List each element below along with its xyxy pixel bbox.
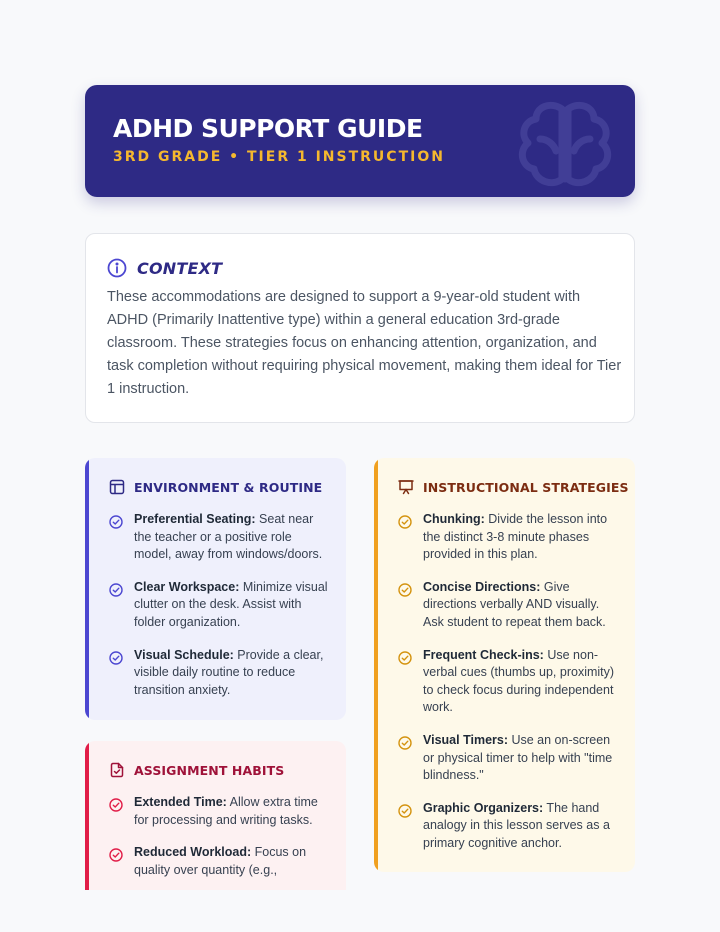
check-circle-icon	[398, 804, 412, 818]
list-item	[398, 511, 619, 564]
item-term: Chunking:	[423, 512, 485, 526]
item-term: Concise Directions:	[423, 579, 541, 594]
file-check-icon	[109, 762, 125, 778]
instructional-list	[398, 511, 619, 868]
environment-heading	[109, 479, 322, 495]
list-item	[109, 844, 330, 879]
item-term: Extended Time:	[134, 795, 227, 809]
instructional-card	[374, 458, 635, 872]
accent-bar	[85, 741, 89, 890]
item-term: Visual Timers:	[423, 732, 508, 747]
check-circle-icon	[109, 848, 123, 862]
assignment-heading	[109, 762, 284, 778]
info-icon	[107, 258, 127, 278]
page-title: ADHD SUPPORT GUIDE	[113, 114, 423, 143]
assignment-list	[109, 794, 330, 890]
instructional-heading	[398, 479, 629, 495]
item-term: Frequent Check-ins:	[423, 647, 544, 662]
item-text: Minimize visual clutter on the desk. Assist with folder organization.	[134, 579, 328, 629]
instructional-title: INSTRUCTIONAL STRATEGIES	[423, 479, 629, 495]
environment-title: ENVIRONMENT & ROUTINE	[134, 479, 323, 495]
context-card	[85, 233, 635, 423]
list-item	[109, 579, 330, 632]
item-text: Provide a clear, visible daily routine to reduce transition anxiety.	[134, 647, 324, 697]
context-body: These accommodations are designed to support a 9-year-old student with ADHD (Primarily Inattentive type) within a general education 3rd-grade classroom. These strategies focus on enhancing attention, organization, and task completion without requiring physical movement, making them ideal for Tier 1 instruction.	[107, 289, 622, 397]
context-heading	[107, 258, 222, 278]
list-item	[398, 800, 619, 853]
list-item	[109, 794, 330, 829]
item-text: Allow extra time for processing and writing tasks.	[134, 795, 318, 827]
context-title: CONTEXT	[137, 258, 223, 278]
list-item	[398, 579, 619, 632]
accent-bar	[85, 458, 89, 720]
item-term: Graphic Organizers:	[423, 800, 544, 815]
check-circle-icon	[398, 583, 412, 597]
item-term: Preferential Seating:	[134, 512, 256, 526]
assignment-card	[85, 741, 346, 890]
item-term: Visual Schedule:	[134, 647, 234, 662]
item-text: Focus on quality over quantity (e.g.,	[134, 845, 307, 877]
item-text: Use non-verbal cues (thumbs up, proximity) to check focus during independent work.	[423, 647, 615, 715]
list-item	[398, 732, 619, 785]
check-circle-icon	[109, 583, 123, 597]
page-subtitle: 3RD GRADE • TIER 1 INSTRUCTION	[113, 149, 445, 165]
check-circle-icon	[398, 651, 412, 665]
check-circle-icon	[398, 515, 412, 529]
environment-card	[85, 458, 346, 720]
assignment-title: ASSIGNMENT HABITS	[134, 762, 285, 778]
item-term: Clear Workspace:	[134, 579, 240, 594]
check-circle-icon	[109, 515, 123, 529]
item-text: Use an on-screen or physical timer to help with "time blindness."	[423, 732, 613, 783]
layout-icon	[109, 479, 125, 495]
item-text: Divide the lesson into the distinct 3-8 minute phases provided in this plan.	[423, 512, 608, 562]
check-circle-icon	[398, 736, 412, 750]
item-term: Reduced Workload:	[134, 845, 252, 860]
list-item	[109, 647, 330, 700]
header-banner	[85, 85, 635, 197]
environment-list	[109, 511, 330, 714]
presentation-icon	[398, 479, 414, 495]
list-item	[398, 647, 619, 717]
brain-icon	[510, 99, 620, 191]
item-text: The hand analogy in this lesson serves as a primary cognitive anchor.	[423, 800, 610, 850]
item-text: Give directions verbally AND visually. Ask student to repeat them back.	[423, 579, 606, 629]
item-text: Seat near the teacher or a positive role model, away from windows/doors.	[134, 512, 323, 562]
check-circle-icon	[109, 651, 123, 665]
list-item	[109, 511, 330, 564]
accent-bar	[374, 458, 378, 872]
check-circle-icon	[109, 798, 123, 812]
